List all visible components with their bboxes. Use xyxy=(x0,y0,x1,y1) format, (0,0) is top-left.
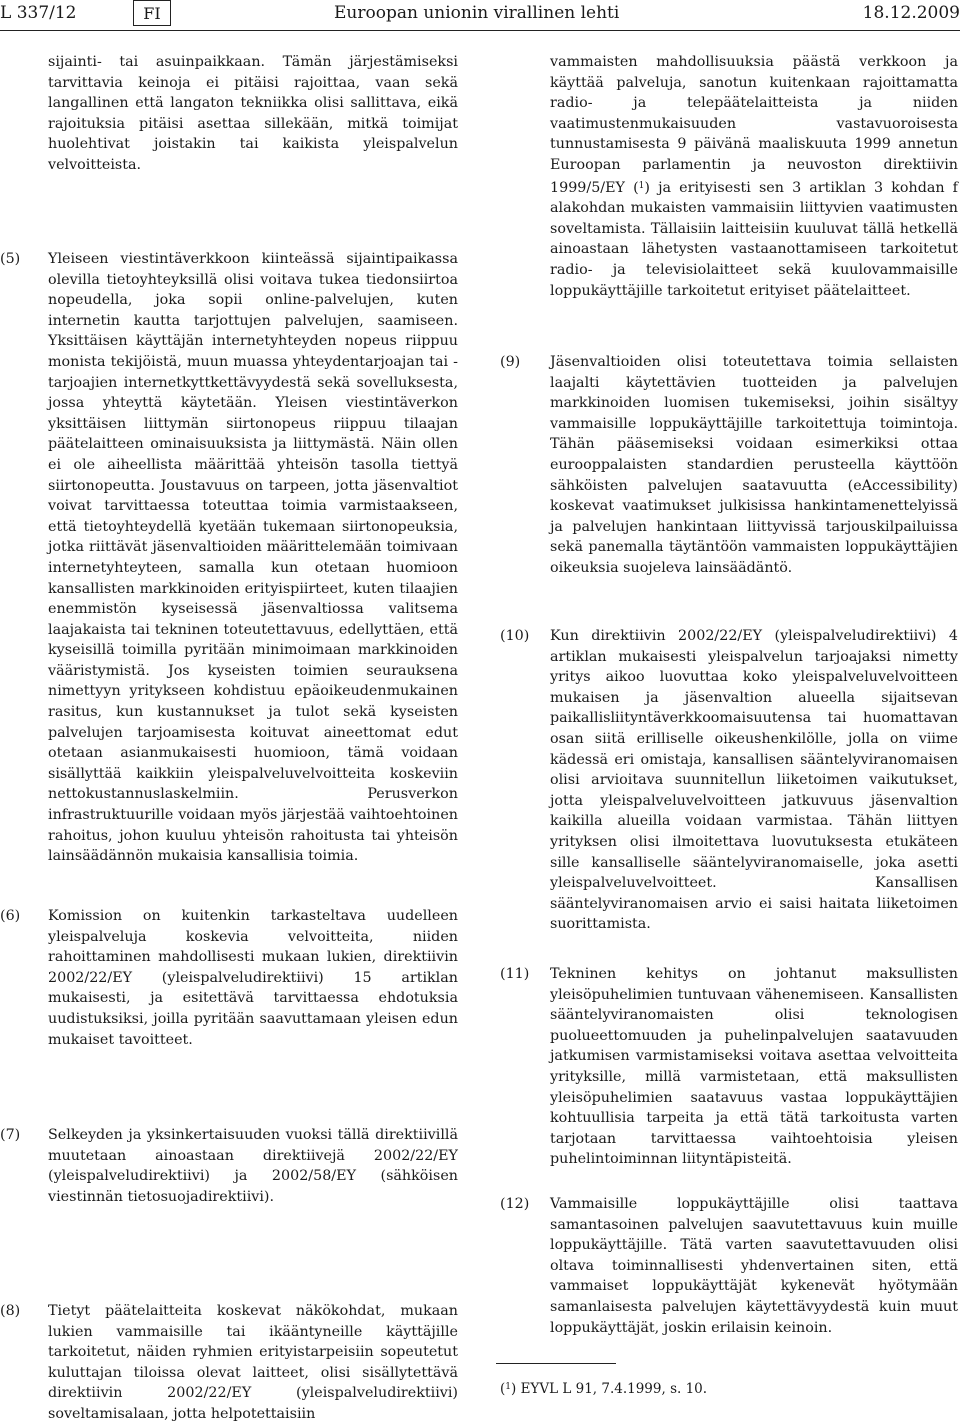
recital-7-text: Selkeyden ja yksinkertaisuuden vuoksi tällä direktiivillä muutetaan ainoastaan direktiivejä 2002/22/EY (yleispalveludirektiivi) ja 2002/58/EY (sähköisen viestinnän tietosuojadirektiivi). xyxy=(48,1127,458,1205)
header-rule xyxy=(0,30,960,31)
footnote-rule xyxy=(496,1363,616,1364)
recital-8-number: (8) xyxy=(0,1303,21,1319)
left-continuation-paragraph: sijainti- tai asuinpaikkaan. Tämän järjestämiseksi tarvittavia keinoja ei pitäisi rajoittaa, vaan sekä langallinen että langaton tekniikka olisi sallittava, eikä rajoituksia pitäisi asettaa sillekään, mitkä toimijat huolehtivat joistakin tai kaikista yleispalvelun velvoitteista. xyxy=(48,54,458,173)
page-header xyxy=(0,0,960,28)
recital-12-number: (12) xyxy=(500,1196,530,1212)
recital-11-number: (11) xyxy=(500,966,530,982)
journal-title: Euroopan unionin virallinen lehti xyxy=(334,3,620,23)
recital-8-text: Tietyt päätelaitteita koskevat näkökohdat, mukaan lukien vammaisille tai ikääntyneille käyttäjille tarkoitetut, näiden ryhmien erityistarpeisiin sopeutetut kuluttajan tiloissa olevat laitteet, olisi sisällytettävä direktiivin 2002/22/EY (yleispalveludirektiivi) soveltamisalaan, jotta helpotettaisiin xyxy=(48,1303,458,1422)
recital-7-number: (7) xyxy=(0,1127,21,1143)
footnote: ($^1$) EYVL L 91, 7.4.1999, s. 10. xyxy=(500,1381,708,1397)
recital-9-text: Jäsenvaltioiden olisi toteutettava toimia sellaisten laajalti käytettävien tuotteiden ja palvelujen markkinoiden luomisen tukemiseksi, joihin sisältyy vammaisille loppukäyttäjille tarkoitettuja toimintoja. Tähän pääsemiseksi voidaan esimerkiksi ottaa eurooppalaisten standardien perusteella käyttöön sähköisten palvelujen saatavuutta (eAccessibility) koskevat vaatimukset julkisissa hankintamenettelyissä ja palvelujen hankintaan liittyvissä tarjouskilpailuissa sekä panemalla täytäntöön vammaisten loppukäyttäjien oikeuksia suojeleva lainsäädäntö. xyxy=(550,354,958,576)
page-number: L 337/12 xyxy=(0,3,77,23)
recital-9-number: (9) xyxy=(500,354,521,370)
recital-5-number: (5) xyxy=(0,251,21,267)
recital-10-number: (10) xyxy=(500,628,530,644)
footnote-mark: 1 xyxy=(505,1382,512,1392)
footnote-text: EYVL L 91, 7.4.1999, s. 10. xyxy=(520,1381,708,1397)
recital-12-text: Vammaisille loppukäyttäjille olisi taattava samantasoinen palvelujen saavutettavuus kuin muille loppukäyttäjille. Tätä varten saavutettavuuden olisi oltava toiminnallisesti yhdenvertainen siten, että vammaiset loppukäyttäjät kykenevät hyötymään samanlaisesta palvelujen käytettävyydestä kuin muut loppukäyttäjät, joskin erilaisin keinoin. xyxy=(550,1196,958,1336)
recital-11-text: Tekninen kehitys on johtanut maksullisten yleisöpuhelimien tuntuvaan vähenemiseen. Kansallisten sääntelyviranomaisten olisi teknologisen puolueettomuuden ja puhelinpalvelujen saatavuuden jatkumisen varmistamiseksi voitava asettaa velvoitteita yrityksille, millä varmistetaan, että maksullisten yleisöpuhelimien saatavuus vastaa loppukäyttäjien kohtuullisia tarpeita ja että tätä tarkoitusta varten tarjotaan tarvittaessa vaihtoehtoisia yleisen puhelintoiminnan liityntäpisteitä. xyxy=(550,966,958,1168)
language-badge: FI xyxy=(133,0,171,26)
recital-5-text: Yleiseen viestintäverkkoon kiinteässä sijaintipaikassa olevilla tietoyhteyksillä olisi voitava tukea tiedonsiirtoa nopeudella, joka sopii online-palvelujen, kuten internetin kautta tarjottujen palvelujen, saamiseen. Yksittäisen käyttäjän internetyhteyden nopeus riippuu monista tekijöistä, muun muassa yhteydentarjoajan tai -tarjoajien internetkyttkettävyydestä sekä sovelluksesta, jossa yhteyttä käytetään. Yleisen viestintäverkon yksittäisen liittymän siirtonopeus riippuu tilaajan päätelaitteen ominaisuuksista ja liittymästä. Näin ollen ei ole aiheellista määrittää yhteisön tasolla tiettyä siirtonopeutta. Joustavuus on tarpeen, jotta jäsenvaltiot voivat tarvittaessa toteuttaa toimia varmistaakseen, että tietoyhteydellä kyetään tukemaan siirtonopeuksia, jotka riittävät jäsenvaltioiden määrittelemään toimivaan internetyhteyteen, samalla kun otetaan huomioon kansallisten markkinoiden erityispiirteet, kuten tilaajien enemmistön kyseisessä jäsenvaltiossa valitsema laajakaista tai tekninen toteutettavuus, edellyttäen, että kyseisillä toimilla pyritään minimoimaan markkinoiden vääristymistä. Jos kyseisten toimien seurauksena nimettyyn yritykseen kohdistuu epäoikeudenmukainen rasitus, kun kustannukset ja tulot sekä kyseisten palvelujen tarjoamisesta koituvat aineettomat edut otetaan asianmukaisesti huomioon, tämä voidaan sisällyttää kaikkiin yleispalveluvelvoitteita koskeviin nettokustannuslaskelmiin. Perusverkon infrastruktuurille voidaan myös järjestää vaihtoehtoinen rahoitus, johon kuuluu yhteisön rahoitusta tai yhteisön lainsäädännön mukaisia kansallisia toimia. xyxy=(48,251,458,865)
right-continuation-paragraph: vammaisten mahdollisuuksia päästä verkkoon ja käyttää palveluja, sanotun kuitenkaan rajoittamatta radio- ja telepäätelaitteista ja niiden vaatimustenmukaisuuden vastavuoroisesta tunnustamisesta 9 päivänä maaliskuuta 1999 annetun Euroopan parlamentin ja neuvoston direktiivin 1999/5/EY ($^1$) ja erityisesti sen 3 artiklan 3 kohdan f alakohdan mukaisten vammaisiin liittyvien vaatimusten soveltamista. Tällaisiin laitteisiin kuuluvat tällä hetkellä ainoastaan lähetysten vastaanottamiseen tarkoitetut radio- ja televisiolaitteet sekä kuulovammaisille loppukäyttäjille tarkoitetut erityiset päätelaitteet. xyxy=(550,54,958,299)
issue-date: 18.12.2009 xyxy=(862,3,960,23)
footnote-reference[interactable]: 1 xyxy=(638,180,645,191)
recital-10-text: Kun direktiivin 2002/22/EY (yleispalveludirektiivi) 4 artiklan mukaisesti yleispalvelun tarjoajaksi nimetty yritys aikoo luovuttaa koko yleispalveluvelvoitteen mukaisen ja jäsenvaltion alueella sijaitsevan paikallisliityntäverkkoomaisuutensa tai huomattavan osan siitä erilliselle oikeushenkilölle, jolla on viime kädessä eri omistaja, kansallisen sääntelyviranomaisen olisi arvioitava suunnitellun liiketoimen vaikutukset, jotta yleispalveluvelvoitteen jatkuvuus jäsenvaltion kaikilla alueilla voidaan varmistaa. Tähän liittyen yrityksen olisi ilmoitettava luovutuksesta etukäteen sille kansalliselle sääntelyviranomaiselle, joka asetti yleispalveluvelvoitteet. Kansallisen sääntelyviranomaisen arvio ei saisi haitata liiketoimen suorittamista. xyxy=(550,628,958,933)
recital-6-number: (6) xyxy=(0,908,21,924)
recital-6-text: Komission on kuitenkin tarkasteltava uudelleen yleispalveluja koskevia velvoitteita, niiden rahoittaminen mahdollisesti mukaan lukien, direktiivin 2002/22/EY (yleispalveludirektiivi) 15 artiklan mukaisesti, ja esitettävä tarvittaessa ehdotuksia uudistuksiksi, joilla pyritään saavuttamaan yleisen edun mukaiset tavoitteet. xyxy=(48,908,458,1048)
